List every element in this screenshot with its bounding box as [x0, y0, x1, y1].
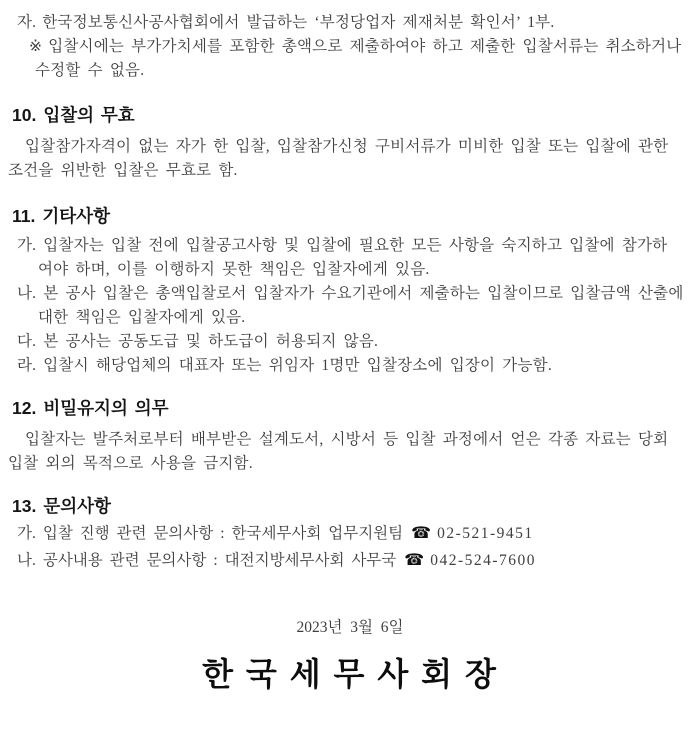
section-number: 10.	[12, 105, 37, 125]
section-12-paragraph-line-1: 입찰자는 발주처로부터 배부받은 설계도서, 시방서 등 입찰 과정에서 얻은 각종 자료는 당회	[25, 431, 669, 448]
note-text-1: 입찰시에는 부가가치세를 포함한 총액으로 제출하여야 하고 제출한 입찰서류는 취소하거나	[48, 38, 682, 55]
section-number: 13.	[12, 496, 37, 516]
item-text: 입찰시 해당업체의 대표자 또는 위임자 1명만 입찰장소에 입장이 가능함.	[43, 357, 552, 374]
list-marker: 가.	[17, 237, 37, 254]
phone-icon: ☎	[411, 523, 432, 542]
list-marker: 자.	[17, 14, 37, 31]
section-title: 문의사항	[43, 496, 111, 516]
item-text: 입찰자는 입찰 전에 입찰공고사항 및 입찰에 필요한 모든 사항을 숙지하고 입찰에 참가하	[43, 237, 668, 254]
section-12-heading	[12, 396, 692, 420]
section-title: 입찰의 무효	[43, 105, 135, 125]
contact-label: 입찰 진행 관련 문의사항	[42, 525, 214, 542]
list-marker: 라.	[17, 357, 37, 374]
section-number: 11.	[12, 206, 36, 226]
contact-phone-number: 042-524-7600	[430, 552, 537, 569]
section-10-paragraph-line-2: 조건을 위반한 입찰은 무효로 함.	[8, 162, 238, 179]
section-11-item-ga-line-2: 여야 하며, 이를 이행하지 못한 책임은 입찰자에게 있음.	[38, 261, 430, 278]
contact-org: 한국세무사회 업무지원팀	[231, 525, 404, 542]
section-title: 비밀유지의 의무	[43, 398, 169, 418]
colon-separator: :	[213, 552, 218, 569]
colon-separator: :	[220, 525, 225, 542]
reference-mark-icon: ※	[29, 38, 43, 55]
contact-label: 공사내용 관련 문의사항	[42, 552, 207, 569]
intro-item-text: 한국정보통신사공사협회에서 발급하는 ‘부정당업자 제재처분 확인서’ 1부.	[42, 14, 555, 31]
note-line-1	[29, 35, 692, 59]
section-11-heading	[12, 204, 692, 228]
section-11-item-ga-line-1	[17, 234, 692, 258]
contact-row-bid	[17, 520, 692, 547]
contact-org: 대전지방세무사회 사무국	[224, 552, 397, 569]
section-11-item-na-line-2: 대한 책임은 입찰자에게 있음.	[38, 309, 246, 326]
list-marker: 나.	[17, 552, 36, 569]
item-text: 본 공사 입찰은 총액입찰로서 입찰자가 수요기관에서 제출하는 입찰이므로 입찰금액 산출에	[43, 285, 684, 302]
section-13-heading	[12, 494, 692, 518]
contact-row-construction	[17, 547, 692, 574]
list-marker: 다.	[17, 333, 37, 350]
section-11-item-da	[17, 330, 692, 354]
item-text: 본 공사는 공동도급 및 하도급이 허용되지 않음.	[43, 333, 379, 350]
list-marker: 나.	[17, 285, 37, 302]
contact-phone-number: 02-521-9451	[437, 525, 534, 542]
section-11-item-na-line-1	[17, 282, 692, 306]
intro-item-ja	[17, 11, 692, 35]
note-line-2: 수정할 수 없음.	[35, 62, 145, 79]
section-10-paragraph-line-1: 입찰참가자격이 없는 자가 한 입찰, 입찰참가신청 구비서류가 미비한 입찰 또는 입찰에 관한	[25, 138, 669, 155]
section-10-heading	[12, 103, 692, 127]
document-date: 2023년 3월 6일	[296, 619, 404, 636]
section-number: 12.	[12, 398, 37, 418]
signature-title: 한 국 세 무 사 회 장	[202, 656, 498, 692]
phone-icon: ☎	[404, 550, 425, 569]
section-title: 기타사항	[42, 206, 110, 226]
section-12-paragraph-line-2: 입찰 외의 목적으로 사용을 금지함.	[8, 455, 253, 472]
section-11-item-ra	[17, 354, 692, 378]
list-marker: 가.	[17, 525, 36, 542]
